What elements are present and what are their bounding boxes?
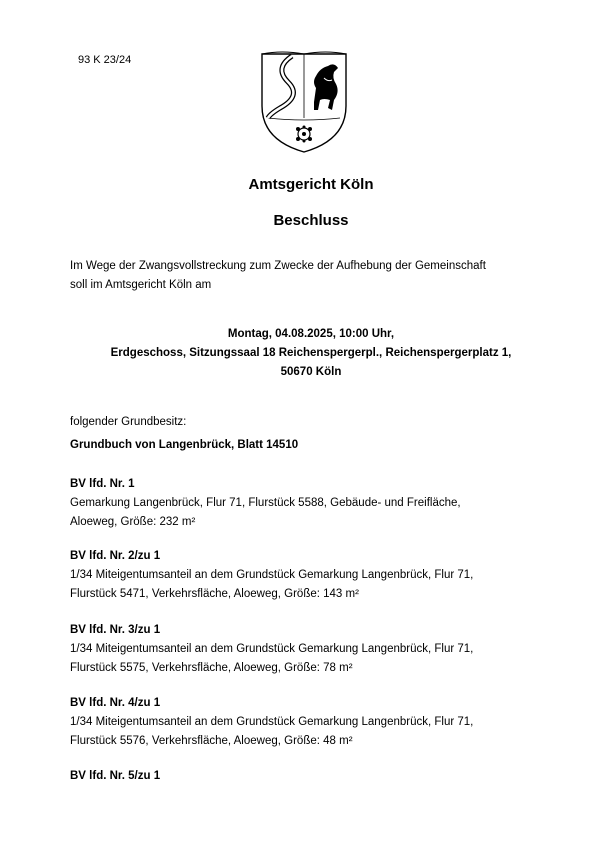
hearing-city: 50670 Köln <box>280 366 342 378</box>
hearing-date-time: Montag, 04.08.2025, 10:00 Uhr, <box>227 328 395 340</box>
property-entry <box>70 547 540 604</box>
entry-line: 1/34 Miteigentumsanteil an dem Grundstück Gemarkung Langenbrück, Flur 71, <box>70 569 474 581</box>
entry-line: 1/34 Miteigentumsanteil an dem Grundstück Gemarkung Langenbrück, Flur 71, <box>70 643 474 655</box>
document-title: Beschluss <box>273 212 349 229</box>
entry-title: BV lfd. Nr. 2/zu 1 <box>70 550 161 562</box>
entry-title: BV lfd. Nr. 3/zu 1 <box>70 624 161 636</box>
entry-line: Aloeweg, Größe: 232 m² <box>70 516 196 528</box>
entry-title: BV lfd. Nr. 1 <box>70 478 135 490</box>
hearing-details <box>70 325 552 382</box>
land-register-title: Grundbuch von Langenbrück, Blatt 14510 <box>70 439 299 451</box>
entry-title: BV lfd. Nr. 4/zu 1 <box>70 697 161 709</box>
entry-line: Flurstück 5471, Verkehrsfläche, Aloeweg, Größe: 143 m² <box>70 588 359 600</box>
case-number: 93 K 23/24 <box>78 54 132 66</box>
entry-line: Flurstück 5575, Verkehrsfläche, Aloeweg, Größe: 78 m² <box>70 662 353 674</box>
entry-line: Flurstück 5576, Verkehrsfläche, Aloeweg, Größe: 48 m² <box>70 735 353 747</box>
court-name: Amtsgericht Köln <box>248 176 374 193</box>
hearing-location: Erdgeschoss, Sitzungssaal 18 Reichenspergerpl., Reichenspergerplatz 1, <box>110 347 512 359</box>
property-entry <box>70 621 540 678</box>
entry-line: 1/34 Miteigentumsanteil an dem Grundstück Gemarkung Langenbrück, Flur 71, <box>70 716 474 728</box>
entry-title: BV lfd. Nr. 5/zu 1 <box>70 770 161 782</box>
property-entry <box>70 694 540 751</box>
property-intro: folgender Grundbesitz: <box>70 416 187 428</box>
intro-paragraph <box>70 257 530 295</box>
coat-of-arms-icon <box>258 48 350 156</box>
property-entry <box>70 767 540 786</box>
intro-line: Im Wege der Zwangsvollstreckung zum Zwecke der Aufhebung der Gemeinschaft <box>70 260 486 272</box>
entry-line: Gemarkung Langenbrück, Flur 71, Flurstück 5588, Gebäude- und Freifläche, <box>70 497 461 509</box>
intro-line: soll im Amtsgericht Köln am <box>70 279 212 291</box>
property-entry <box>70 475 540 532</box>
